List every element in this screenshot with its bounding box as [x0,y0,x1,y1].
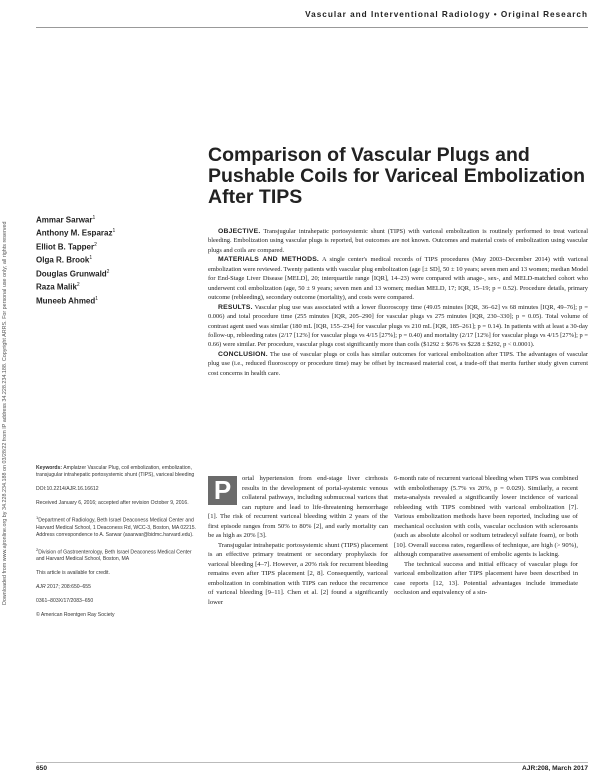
body-paragraph: Transjugular intrahepatic portosystemic shunt (TIPS) placement is an effective primary treatment or secondary prophylaxis for variceal bleeding [4–7]. However, a 20% risk for recurrent bleeding remains even after TIPS placement [2, 8]. Consequently, variceal embolization in combination with TIPS can reduce the recurrence of variceal bleeding [9–11]. Chen et al. [2] found a significantly lower [208,541,388,606]
body-column-1 [208,474,388,607]
footer-citation: AJR:208, March 2017 [522,765,588,772]
author: Muneeb Ahmed$^1$ [36,295,99,306]
article-title: Comparison of Vascular Plugs and Pushable Coils for Variceal Embolization After TIPS [208,144,586,208]
author: Raza Malik$^2$ [36,282,80,292]
received-date: Received January 6, 2016; accepted after revision October 9, 2016. [36,500,189,506]
abstract-methods: MATERIALS AND METHODS. A single center's medical records of TIPS procedures (May 2003–December 2014) with variceal embolization were reviewed. Twenty patients with vascular plug embolization (age [± SD], 50 ± 10 years; seven men and 13 women; median Model for End-Stage Liver Disease [MELD], 20; interquartile range [IQR], 14–23) were compared with anage-, sex-, and MELD-matched cohort who underwent coil embolization (age, 50 ± 9 years; seven men and 13 women; median MELD, 17; IQR, 15–19; p = 0.52). Procedure details, primary outcome (rebleeding), secondary outcome (mortality), and costs were compared. [208,256,588,302]
drop-cap: P [208,476,237,505]
copyright: © American Roentgen Ray Society [36,612,115,619]
author: Elliot B. Tapper$^2$ [36,241,97,252]
article-metadata [36,465,196,626]
body-paragraph: The technical success and initial efficacy of vascular plugs for variceal embolization after TIPS placement have been described in case reports [12, 13]. Potential advantages include immediate occlusion and equivalency of a sin- [394,560,578,596]
page-number: 650 [36,765,48,772]
abstract [208,227,588,378]
citation: AJR 2017; 208:650–655 [36,584,91,591]
issn: 0361–803X/17/2083–650 [36,598,94,605]
abstract-results: RESULTS. Vascular plug use was associated with a lower fluoroscopy time (49.05 minutes [IQR, 36–62] vs 68 minutes [IQR, 49–76]; p = 0.006) and total procedure time (255 minutes [IQR, 205–290] for vascular plugs vs 275 minutes [IQR, 230–330]; p = 0.05). Total volume of contrast agent used was similar (180 mL [IQR, 155–234] for vascular plugs vs 210 mL [IQR, 185–261]; p = 0.14). In patients with at least a 30-day follow-up, rebleeding rates (2/17 [12%] for vascular plugs vs 4/15 [27%]; p = 0.40) and mortality (2/17 [12%] for vascular plugs vs 4/15 [27%]; p = 0.66) were similar. Per procedure, vascular plugs cost significantly more than coils ($1292 ± $676 vs $228 ± $292, p < 0.0001). [208,303,588,349]
keywords: Keywords: Amplatzer Vascular Plug, coil embolization, embolization, transjugular intrahepatic portosystemic shunt (TIPS), variceal bleeding [36,465,195,478]
doi: DOI:10.2214/AJR.16.16612 [36,486,99,492]
affiliation-1: $^1$Department of Radiology, Beth Israel Deaconess Medical Center and Harvard Medical School, 1 Deaconess Rd, WCC-3, Boston, MA 02215. Address correspondence to A. Sarwar (asarwar@bidmc.harvard.edu). [36,515,196,538]
author: Olga R. Brook$^1$ [36,255,93,266]
credit-note: This article is available for credit. [36,570,110,577]
author: Anthony M. Esparaz$^1$ [36,228,116,239]
abstract-conclusion: CONCLUSION. The use of vascular plugs or coils has similar outcomes for variceal embolization after TIPS. The advantages of vascular plug use (i.e., reduced fluoroscopy or procedure time) may be offset by increased material cost, a trade-off that merits further study given current cost concerns in health care. [208,350,588,377]
download-notice: Downloaded from www.ajronline.org by 34.228.234.188 on 03/28/22 from IP address 34.228.234.188. Copyright ARRS. For personal use only; all rights reserved [2,221,8,605]
body-column-2 [394,474,578,598]
author-list [36,213,196,307]
affiliation-2: $^2$Division of Gastroenterology, Beth Israel Deaconess Medical Center and Harvard Medical School, Boston, MA [36,546,192,563]
body-paragraph: P ortal hypertension from end-stage liver cirrhosis results in the development of portal-systemic venous collateral pathways, including submucosal varices that can rupture and lead to life-threatening hemorrhage [1]. The risk of recurrent variceal bleeding within 2 years of the first episode ranges from 50% to 80% [2], and early mortality can be as high as 20% [3]. [208,475,388,539]
header-divider [36,27,588,28]
author: Ammar Sarwar$^1$ [36,215,96,225]
footer-divider [36,762,588,763]
body-paragraph: 6-month rate of recurrent variceal bleeding when TIPS was combined with embolotherapy (5.7% vs 20%, p = 0.029). Similarly, a recent meta-analysis revealed a significantly lower incidence of variceal rebleeding with TIPS combined with variceal embolization [7]. Various embolization methods have been reported, including use of mechanical occlusion with coils, vascular occlusion with sclerosants (such as absolute alcohol or sodium tetradecyl sulfate foam), or both [10]. Overall success rates, regardless of technique, are high (> 90%), although comparative assessment of embolic agents is lacking. [394,475,578,558]
abstract-objective: OBJECTIVE. Transjugular intrahepatic portosystemic shunt (TIPS) with variceal embolization is routinely performed to treat variceal bleeding. Embolization using vascular plugs is reported, but outcomes are not known. Outcomes and material costs of embolization using vascular plugs and coils are compared. [208,228,589,254]
section-header: Vascular and Interventional Radiology • Original Research [305,10,588,19]
author: Douglas Grunwald$^2$ [36,268,110,279]
